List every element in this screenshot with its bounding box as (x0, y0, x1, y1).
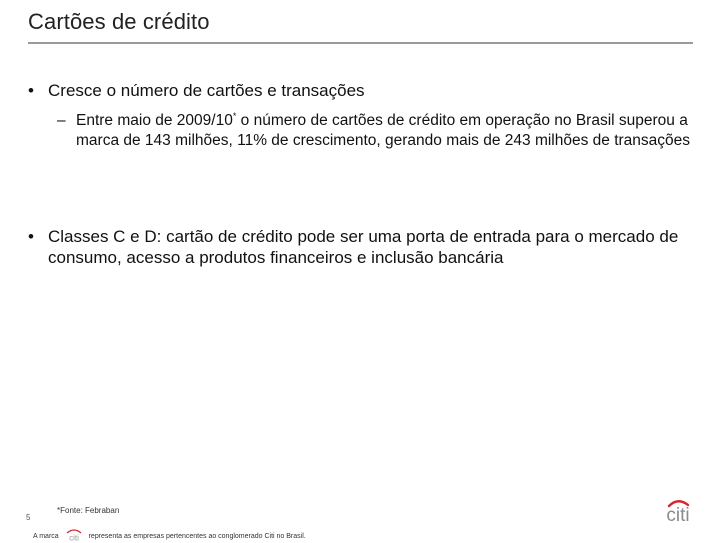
citi-mini-logo (64, 528, 84, 543)
page-number: 5 (26, 513, 31, 522)
footer-disclaimer (33, 528, 306, 543)
sub-bullet-1-marker: – (57, 112, 66, 129)
citi-logo-text: citi (666, 505, 690, 523)
sub-bullet-1-text-end: o número de cartões de crédito em operação no Brasil superou a marca de 143 milhões, 11% de crescimento, gerando mais de 243 milhões de transações (76, 112, 691, 149)
disclaimer-suffix: representa as empresas pertencentes ao conglomerado Citi no Brasil. (88, 533, 306, 540)
title-divider (28, 42, 693, 44)
citi-logo (660, 497, 696, 528)
footnote: *Fonte: Febraban (57, 506, 120, 515)
footnote-asterisk: * (232, 110, 237, 121)
slide-title: Cartões de crédito (28, 9, 210, 34)
bullet-1-marker: • (28, 81, 34, 100)
citi-mini-logo-text: citi (68, 533, 79, 541)
bullet-2-text: Classes C e D: cartão de crédito pode ser uma porta de entrada para o mercado de consumo, acesso a produtos financeiros e inclusão bancária (48, 227, 679, 267)
sub-bullet-1-text (76, 111, 696, 151)
disclaimer-prefix: A marca (33, 533, 59, 540)
bullet-1-text: Cresce o número de cartões e transações (48, 81, 365, 100)
bullet-2-marker: • (28, 227, 34, 246)
sub-bullet-1-text-start: Entre maio de 2009/10 (76, 112, 233, 129)
